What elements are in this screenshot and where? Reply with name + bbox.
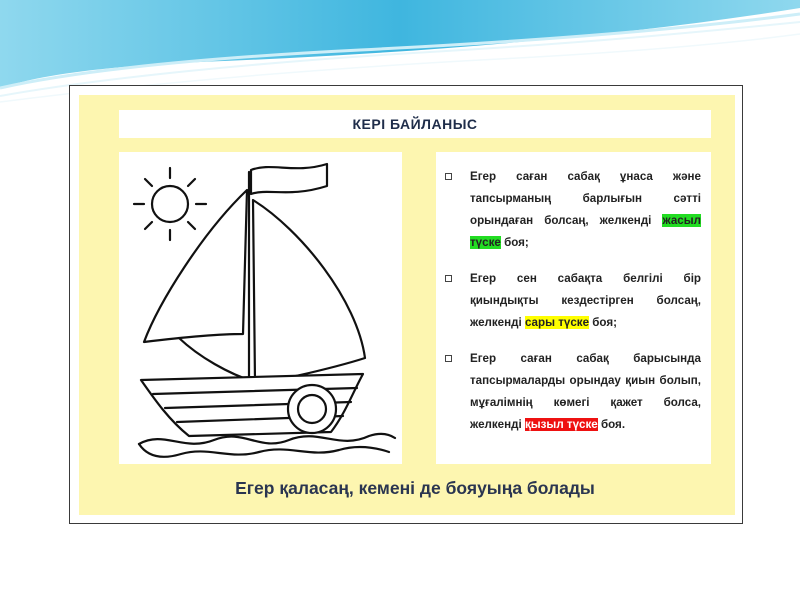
instruction-item-green [470,166,701,254]
sailboat-icon [119,152,402,464]
highlight-yellow-label: сары түске [524,316,590,329]
checkbox-bullet-icon [445,173,452,180]
instruction-suffix: боя; [592,316,617,329]
instruction-item-yellow [470,268,701,334]
instruction-suffix: боя. [600,418,626,431]
instruction-suffix: боя; [504,236,529,249]
highlight-red-label: қызыл түске [524,418,598,431]
instructions-list [436,152,711,464]
page-title: КЕРІ БАЙЛАНЫС [119,110,711,138]
checkbox-bullet-icon [445,275,452,282]
highlight-green-label: жасыл түске [470,214,701,249]
instruction-text: Егер саған сабақ ұнаса және тапсырманың барлығын сәтті орындаған болсаң, желкенді [470,170,701,227]
instruction-text: Егер сен сабақта белгілі бір қиындықты кездестірген болсаң, желкенді [470,272,701,329]
checkbox-bullet-icon [445,355,452,362]
instruction-text: Егер саған сабақ барысында тапсырмаларды орындау қиын болып, мұғалімнің көмегі қажет болса, желкенді [470,352,701,431]
footer-caption: Егер қаласаң, кемені де бояуыңа болады [235,478,595,498]
sailboat-coloring-picture [119,152,402,464]
instruction-item-red [470,348,701,436]
